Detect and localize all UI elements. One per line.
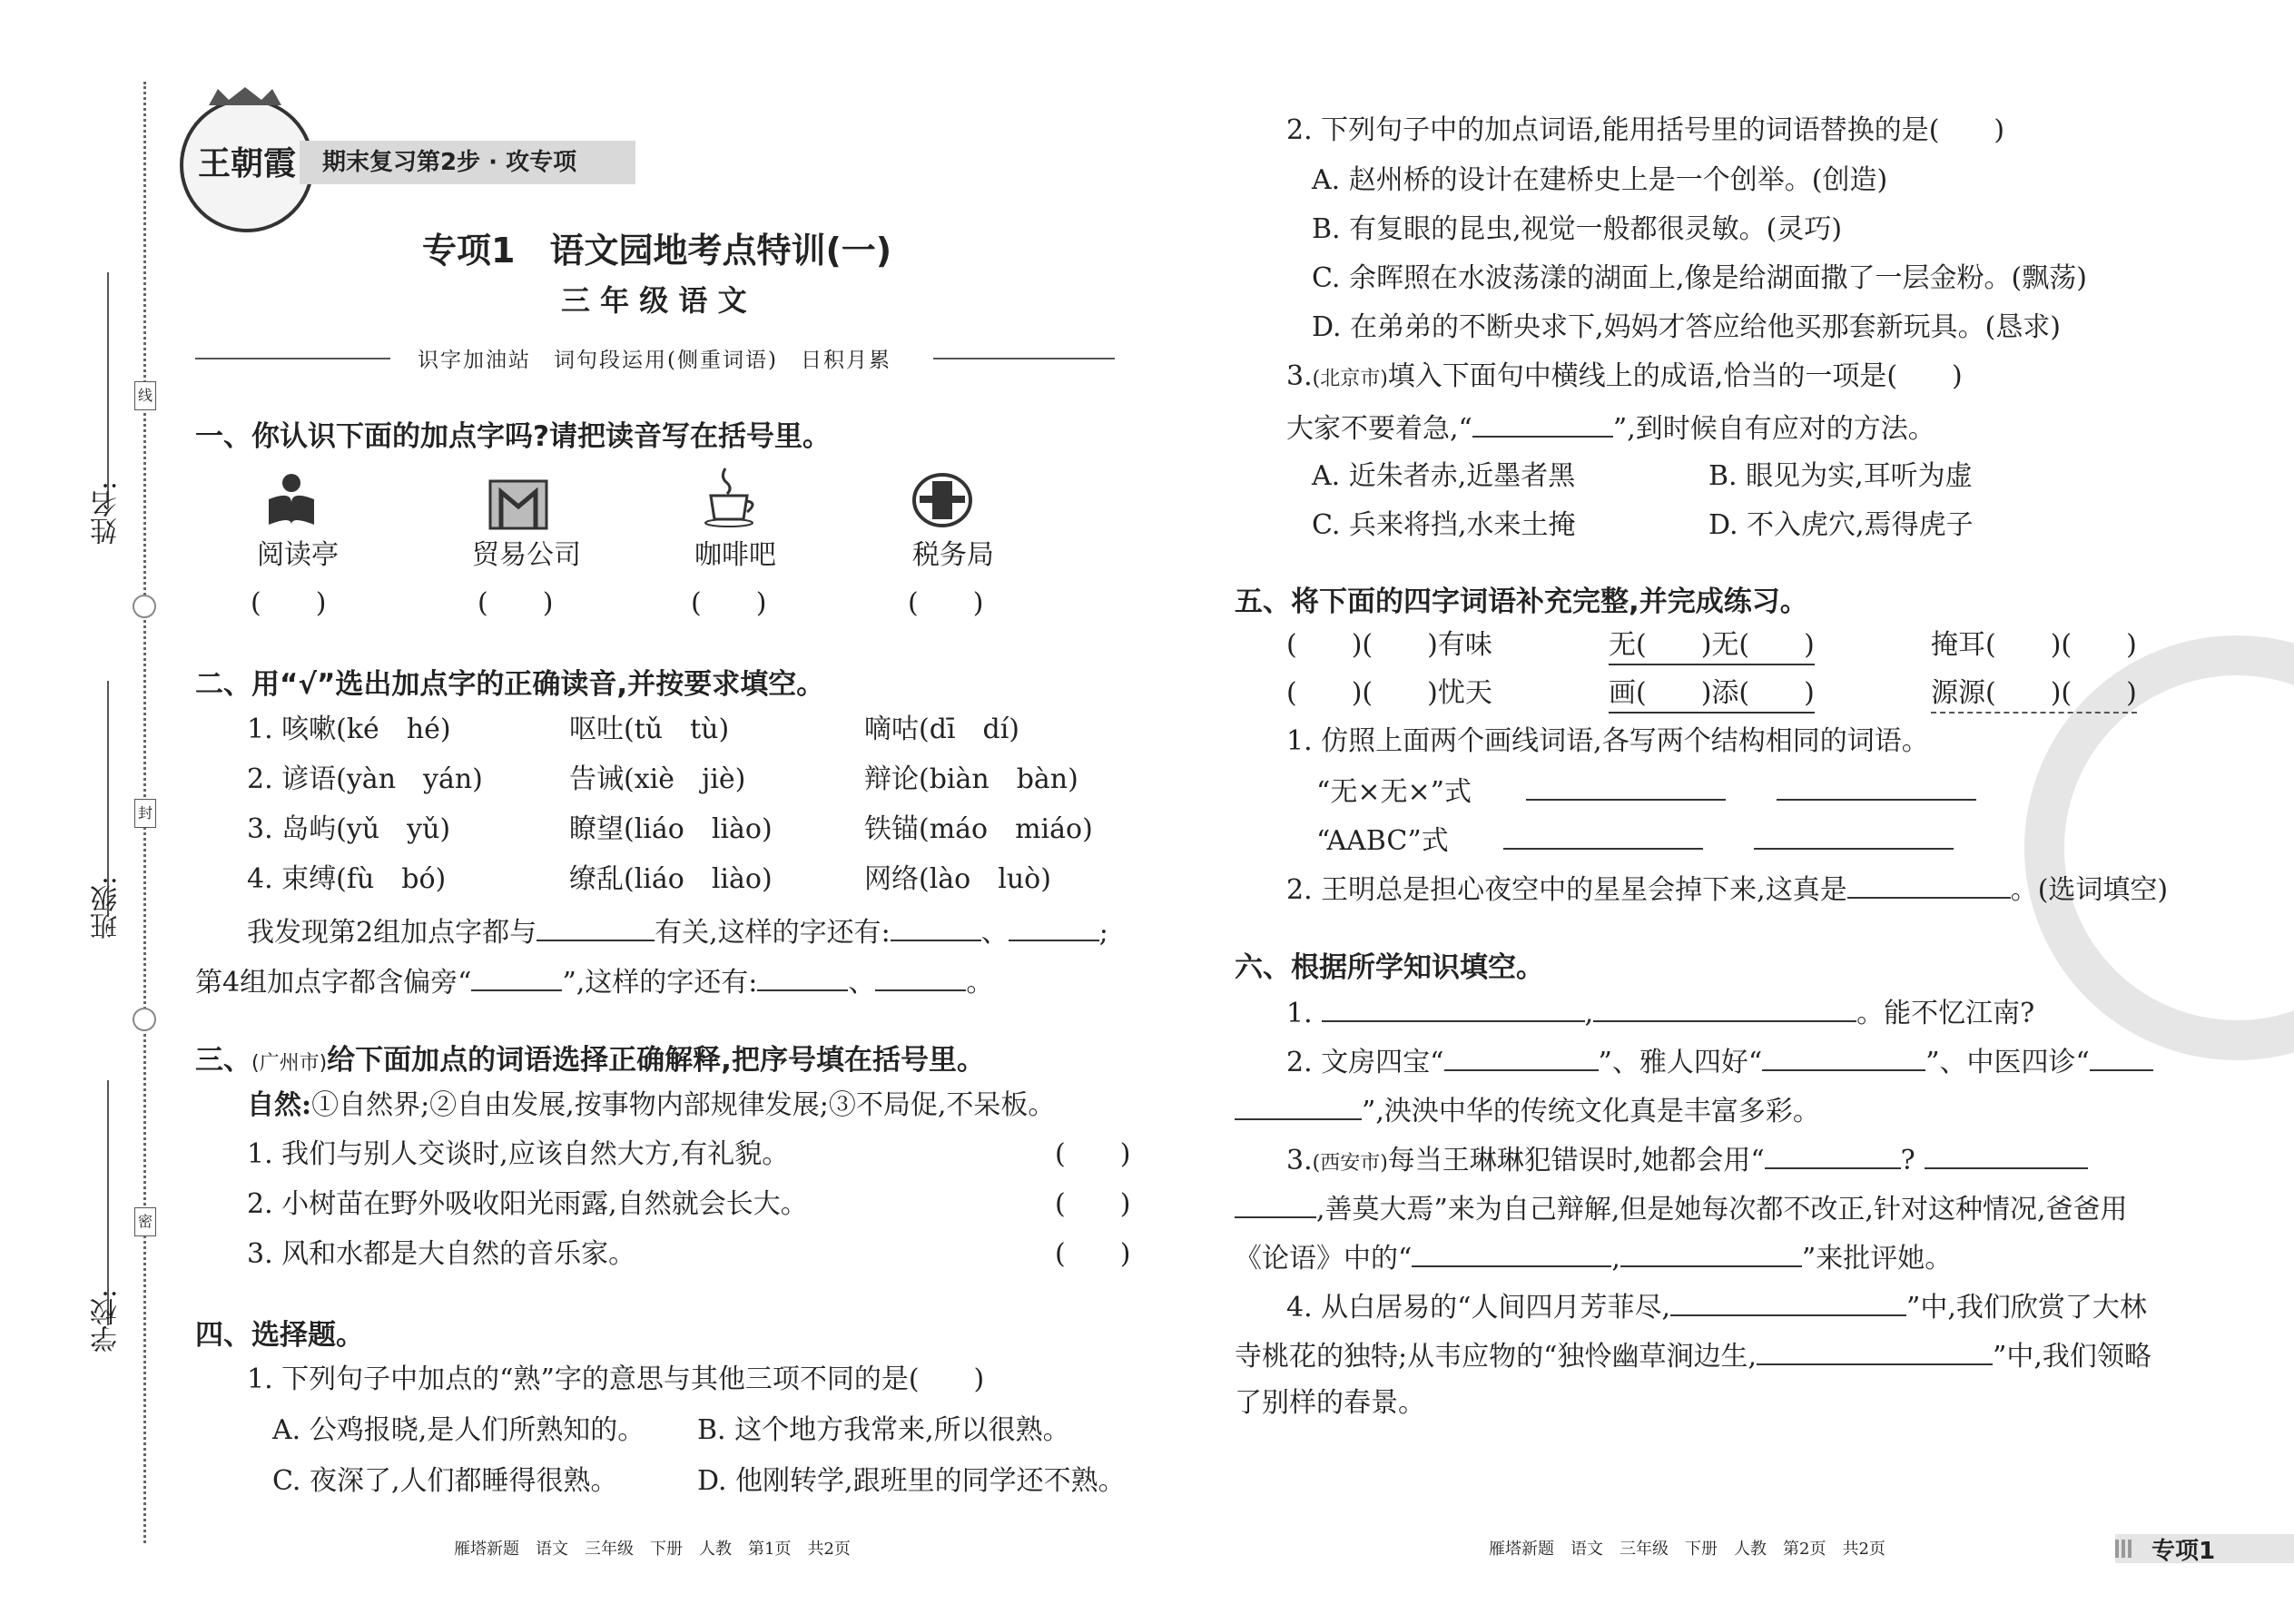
region-tag: (广州市) xyxy=(251,1052,328,1075)
seal-char-seal: 封 xyxy=(134,799,156,828)
section1-heading: 一、你认识下面的加点字吗?请把读音写在括号里。 xyxy=(195,420,831,453)
fill-blank[interactable] xyxy=(1925,1140,2088,1169)
section6-q3-cont2: 《论语》中的“ , ”来批评她。 xyxy=(1235,1238,1952,1277)
name-label: 姓名: xyxy=(91,481,123,546)
topics-rule-left xyxy=(195,358,390,359)
option-c[interactable]: C. 余晖照在水波荡漾的湖面上,像是给湖面撒了一层金粉。(飘荡) xyxy=(1312,262,2087,294)
fill-blank[interactable] xyxy=(1235,1189,1316,1218)
fill-blank[interactable] xyxy=(1757,1336,1993,1365)
fill-blank[interactable] xyxy=(2090,1042,2153,1071)
topics-rule-right xyxy=(933,358,1115,359)
section3-item: 3. 风和水都是大自然的音乐家。 xyxy=(247,1238,636,1270)
fill-blank[interactable] xyxy=(1754,821,1954,850)
answer-paren[interactable]: ( ) xyxy=(691,587,767,619)
tax-emblem-icon xyxy=(912,472,972,528)
fill-blank[interactable] xyxy=(1847,870,2011,899)
section1-label-4: 税务局 xyxy=(912,539,994,571)
fill-blank[interactable] xyxy=(1472,408,1613,438)
option-c[interactable]: C. 夜深了,人们都睡得很熟。 xyxy=(272,1465,618,1497)
fill-blank[interactable] xyxy=(875,962,966,991)
brand-logo xyxy=(180,98,314,232)
footer-tag: 专项1 xyxy=(2151,1538,2216,1565)
idiom-blank-wavy[interactable]: 源源( )( ) xyxy=(1931,675,2137,714)
section3-definition: 自然:①自然界;②自由发展,按事物内部规律发展;③不局促,不呆板。 xyxy=(247,1089,1056,1121)
fill-blank[interactable] xyxy=(1526,772,1726,801)
section6-question-2: 2. 文房四宝“ ”、雅人四好“ ”、中医四诊“ xyxy=(1286,1042,2153,1081)
option-b[interactable]: B. 这个地方我常来,所以很熟。 xyxy=(697,1414,1070,1446)
pinyin-item: 1. 咳嗽(ké hé) xyxy=(247,714,451,745)
section4-question-1: 1. 下列句子中加点的“熟”字的意思与其他三项不同的是( ) xyxy=(247,1363,985,1395)
section4-question-2: 2. 下列句子中的加点词语,能用括号里的词语替换的是( ) xyxy=(1286,114,2005,146)
pinyin-item: 告诫(xiè jiè) xyxy=(569,763,746,795)
section6-question-3: 3.(西安市)每当王琳琳犯错误时,她都会用“ ? xyxy=(1286,1140,2088,1182)
section1-label-3: 咖啡吧 xyxy=(694,539,776,571)
section6-q3-cont: ,善莫大焉”来为自己辩解,但是她每次都不改正,针对这种情况,爸爸用 xyxy=(1235,1189,2127,1228)
pinyin-item: 瞭望(liáo liào) xyxy=(569,813,773,845)
fill-blank[interactable] xyxy=(537,912,655,941)
option-b[interactable]: B. 眼见为实,耳听为虚 xyxy=(1708,460,1973,492)
idiom-blank-underlined[interactable]: 画( )添( ) xyxy=(1609,675,1815,714)
pinyin-item: 2. 谚语(yàn yán) xyxy=(247,763,483,795)
fill-blank[interactable] xyxy=(1670,1287,1906,1316)
idiom-blank[interactable]: ( )( )有味 xyxy=(1286,629,1492,661)
section6-q2-cont: ”,泱泱中华的传统文化真是丰富多彩。 xyxy=(1235,1091,1820,1130)
section6-heading: 六、根据所学知识填空。 xyxy=(1235,951,1544,984)
option-b[interactable]: B. 有复眼的昆虫,视觉一般都很灵敏。(灵巧) xyxy=(1312,213,1843,245)
section6-q4-cont: 寺桃花的独特;从韦应物的“独怜幽草涧边生, ”中,我们领略 xyxy=(1235,1336,2151,1375)
fill-blank[interactable] xyxy=(757,962,848,991)
option-d[interactable]: D. 他刚转学,跟班里的同学还不熟。 xyxy=(697,1465,1126,1497)
region-tag: (西安市) xyxy=(1312,1152,1388,1175)
binding-ring-icon xyxy=(133,595,156,618)
seal-char-line: 线 xyxy=(134,381,156,410)
fill-blank[interactable] xyxy=(1009,912,1099,941)
section6-question-1: 1. , 。能不忆江南? xyxy=(1286,993,2034,1032)
footer-left: 雁塔新题 语文 三年级 下册 人教 第1页 共2页 xyxy=(454,1540,851,1559)
fill-blank[interactable] xyxy=(1235,1091,1362,1120)
answer-paren[interactable]: ( ) xyxy=(908,587,984,619)
answer-paren[interactable]: ( ) xyxy=(1055,1138,1131,1170)
section2-heading: 二、用“√”选出加点字的正确读音,并按要求填空。 xyxy=(195,668,825,701)
pinyin-item: 4. 束缚(fù bó) xyxy=(247,863,447,895)
topics-line: 识字加油站 词句段运用(侧重词语) 日积月累 xyxy=(418,349,891,372)
answer-paren[interactable]: ( ) xyxy=(1055,1238,1131,1270)
idiom-blank[interactable]: ( )( )忧天 xyxy=(1286,677,1492,709)
fill-blank[interactable] xyxy=(1593,993,1856,1022)
crown-icon xyxy=(209,87,281,105)
seal-char-secret: 密 xyxy=(134,1207,156,1236)
fill-blank[interactable] xyxy=(1503,821,1703,850)
section5-heading: 五、将下面的四字词语补充完整,并完成练习。 xyxy=(1235,586,1808,618)
section4-heading: 四、选择题。 xyxy=(195,1319,364,1352)
option-a[interactable]: A. 赵州桥的设计在建桥史上是一个创举。(创造) xyxy=(1312,164,1888,196)
fill-blank[interactable] xyxy=(1412,1238,1611,1267)
option-c[interactable]: C. 兵来将挡,水来土掩 xyxy=(1312,509,1576,541)
section4-q3-sentence: 大家不要着急,“ ”,到时候自有应对的方法。 xyxy=(1286,408,1935,448)
reading-person-icon xyxy=(263,472,320,528)
pinyin-item: 3. 岛屿(yǔ yǔ) xyxy=(247,813,451,845)
fill-blank[interactable] xyxy=(471,962,562,991)
section6-q4-cont2: 了别样的春景。 xyxy=(1235,1387,1425,1419)
section2-fill-line1: 我发现第2组加点字都与 有关,这样的字还有: 、 ; xyxy=(247,912,1108,951)
section3-item: 2. 小树苗在野外吸收阳光雨露,自然就会长大。 xyxy=(247,1188,808,1220)
fill-blank[interactable] xyxy=(891,912,981,941)
option-a[interactable]: A. 近朱者赤,近墨者黑 xyxy=(1312,460,1576,492)
coffee-cup-icon xyxy=(704,465,760,528)
pinyin-item: 缭乱(liáo liào) xyxy=(569,863,773,895)
option-d[interactable]: D. 在弟弟的不断央求下,妈妈才答应给他买那套新玩具。(恳求) xyxy=(1312,311,2061,343)
answer-paren[interactable]: ( ) xyxy=(1055,1188,1131,1220)
section1-label-1: 阅读亭 xyxy=(257,539,339,571)
pinyin-item: 呕吐(tǔ tù) xyxy=(569,714,730,745)
pinyin-item: 嘀咕(dī dí) xyxy=(864,714,1020,745)
answer-paren[interactable]: ( ) xyxy=(251,587,327,619)
section5-q1-a: “无×无×”式 xyxy=(1316,772,1976,811)
footer-right: 雁塔新题 语文 三年级 下册 人教 第2页 共2页 xyxy=(1489,1540,1885,1559)
fill-blank[interactable] xyxy=(1777,772,1976,801)
brand-name: 王朝霞 xyxy=(197,144,296,182)
option-d[interactable]: D. 不入虎穴,焉得虎子 xyxy=(1708,509,1974,541)
section5-question-2: 2. 王明总是担心夜空中的星星会掉下来,这真是 。(选词填空) xyxy=(1286,870,2168,909)
trade-building-icon xyxy=(488,479,548,530)
page-subtitle: 三 年 级 语 文 xyxy=(561,283,747,318)
tag-stripes-icon xyxy=(2115,1540,2133,1558)
section3-item: 1. 我们与别人交谈时,应该自然大方,有礼貌。 xyxy=(247,1138,790,1170)
pinyin-item: 铁锚(máo miáo) xyxy=(864,813,1093,845)
region-tag: (北京市) xyxy=(1312,368,1388,390)
section5-q1-b: “AABC”式 xyxy=(1316,821,1954,860)
class-label: 班级: xyxy=(91,876,123,940)
option-a[interactable]: A. 公鸡报晓,是人们所熟知的。 xyxy=(272,1414,645,1446)
section6-question-4: 4. 从白居易的“人间四月芳菲尽, ”中,我们欣赏了大林 xyxy=(1286,1287,2147,1326)
fill-blank[interactable] xyxy=(1765,1140,1901,1169)
name-underline xyxy=(107,272,109,508)
idiom-blank-underlined[interactable]: 无( )无( ) xyxy=(1609,627,1815,665)
fill-blank[interactable] xyxy=(1620,1238,1802,1267)
idiom-blank[interactable]: 掩耳( )( ) xyxy=(1931,629,2137,661)
answer-paren[interactable]: ( ) xyxy=(478,587,554,619)
pinyin-item: 网络(lào luò) xyxy=(864,863,1051,895)
section2-fill-line2: 第4组加点字都含偏旁“ ”,这样的字还有: 、 。 xyxy=(195,962,993,1001)
page-title: 专项1 语文园地考点特训(一) xyxy=(422,231,892,271)
school-label: 学校: xyxy=(91,1289,123,1353)
section3-heading: 三、(广州市)给下面加点的词语选择正确解释,把序号填在括号里。 xyxy=(195,1044,985,1077)
pinyin-item: 辩论(biàn bàn) xyxy=(864,763,1078,795)
section5-question-1: 1. 仿照上面两个画线词语,各写两个结构相同的词语。 xyxy=(1286,725,1929,757)
binding-ring-icon xyxy=(133,1008,156,1031)
section1-label-2: 贸易公司 xyxy=(472,539,581,571)
fill-blank[interactable] xyxy=(1444,1042,1599,1071)
fill-blank[interactable] xyxy=(1322,993,1585,1022)
banner-text: 期末复习第2步 · 攻专项 xyxy=(322,149,577,176)
fill-blank[interactable] xyxy=(1762,1042,1925,1071)
section4-question-3: 3.(北京市)填入下面句中横线上的成语,恰当的一项是( ) xyxy=(1286,360,1963,392)
